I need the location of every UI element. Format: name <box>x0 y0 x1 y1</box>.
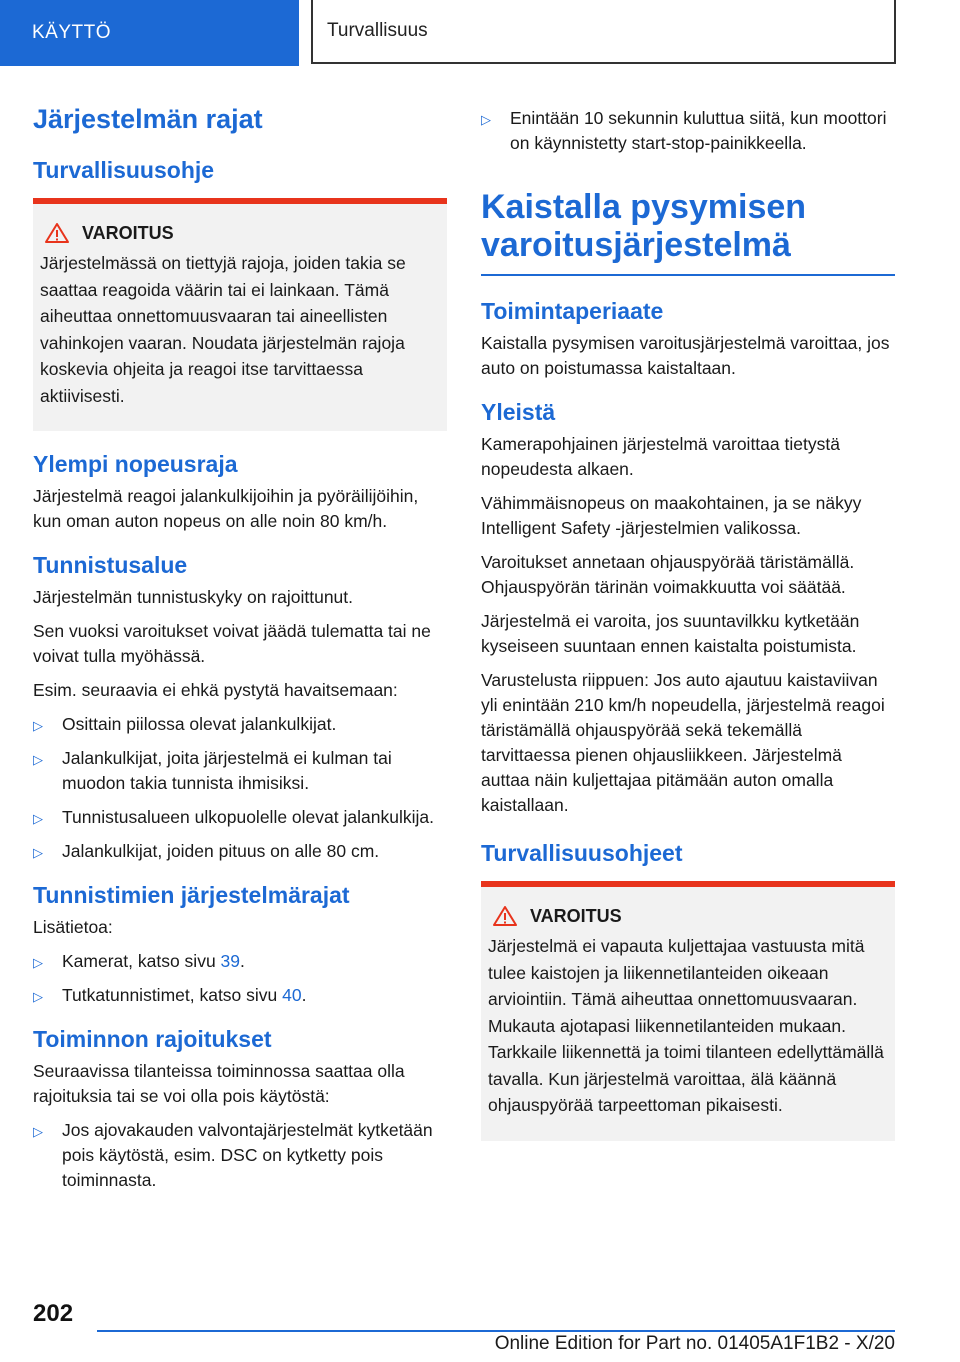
general-p1: Kamerapohjainen järjestelmä varoittaa tietystä nopeudesta alkaen. <box>481 434 840 479</box>
speed-text: Järjestelmä reagoi jalankulkijoihin ja pyöräilijöihin, kun oman auton nopeus on alle noin 80 km/h. <box>33 486 419 531</box>
sensor-heading: Tunnistimien järjestelmärajat <box>33 882 350 908</box>
page-header <box>0 0 960 66</box>
warning-label: VAROITUS <box>82 222 174 243</box>
warning-title <box>488 905 885 927</box>
warning-triangle-icon <box>492 905 518 927</box>
principle-text: Kaistalla pysymisen varoitusjärjestelmä varoittaa, jos auto on poistumassa kaistaltaan. <box>481 333 890 378</box>
page-link-40[interactable]: 40 <box>282 985 302 1005</box>
triangle-right-icon: ▷ <box>33 752 43 767</box>
detection-list <box>33 712 447 864</box>
warning-text: Järjestelmä ei vapauta kuljettajaa vastuusta mitä tulee kaistojen ja liikennetilanteiden oikeaan arviointiin. Tämä aiheuttaa onnettomuusvaaran. Mukauta ajotapasi liikennetilanteiden mukaan. Tarkkaile liikennettä ja toimi tilanteen edellyttämällä tavalla. Kun järjestelmä varoittaa, älä käännä ohjauspyörää tarpeettoman pikaisesti. <box>488 936 884 1115</box>
warning-box-right <box>481 881 895 1141</box>
list-item: ▷ Osittain piilossa olevat jalankulkijat. <box>33 712 447 737</box>
detection-p3: Esim. seuraavia ei ehkä pystytä havaitsemaan: <box>33 680 398 700</box>
triangle-right-icon: ▷ <box>481 112 491 127</box>
continued-list <box>481 106 895 156</box>
warning-text: Järjestelmässä on tiettyjä rajoja, joiden takia se saattaa reagoida väärin tai ei lainkaan. Tämä aiheuttaa onnettomuusvaaran tai aineellisten vahinkojen vaaran. Noudata järjestelmän rajoja koskevia ohjeita ja reagoi itse tarvittaessa aktiivisesti. <box>40 253 406 406</box>
page-number: 202 <box>33 1300 74 1327</box>
warning-triangle-icon <box>44 222 70 244</box>
triangle-right-icon: ▷ <box>33 845 43 860</box>
general-p2: Vähimmäisnopeus on maakohtainen, ja se näkyy Intelligent Safety -järjestelmien valikossa. <box>481 493 862 538</box>
warning-title <box>40 222 437 244</box>
warning-label: VAROITUS <box>530 905 622 926</box>
list-item: ▷ Tunnistusalueen ulkopuolelle olevat jalankulkija. <box>33 805 447 830</box>
function-text: Seuraavissa tilanteissa toiminnossa saattaa olla rajoituksia tai se voi olla pois käytöstä: <box>33 1061 405 1106</box>
list-item: ▷ Enintään 10 sekunnin kuluttua siitä, kun moottori on käynnistetty start-stop-painikkeella. <box>481 108 887 153</box>
speed-heading: Ylempi nopeusraja <box>33 451 238 477</box>
general-p5: Varustelusta riippuen: Jos auto ajautuu kaistaviivan yli enintään 210 km/h nopeudella, järjestelmä reagoi täristämällä ohjauspyörää sekä tekemällä tarvittaessa pienen ohjausliikkeen. Järjestelmä auttaa näin kuljettajaa pitämään auton omalla kaistallaan. <box>481 670 885 815</box>
function-list <box>33 1118 447 1193</box>
list-item: ▷ Tutkatunnistimet, katso sivu 40. <box>33 983 447 1008</box>
safety-heading: Turvallisuusohje <box>33 157 215 183</box>
list-item: ▷ Jalankulkijat, joita järjestelmä ei kulman tai muodon takia tunnista ihmisiksi. <box>33 748 392 793</box>
function-heading: Toiminnon rajoitukset <box>33 1026 272 1052</box>
detection-p2: Sen vuoksi varoitukset voivat jäädä tulematta tai ne voivat tulla myöhässä. <box>33 621 431 666</box>
right-column <box>481 96 895 1161</box>
general-p3: Varoitukset annetaan ohjauspyörää täristämällä. Ohjauspyörän tärinän voimakkuutta voi säätää. <box>481 552 855 597</box>
page-link-39[interactable]: 39 <box>220 951 241 971</box>
list-item: ▷ Jalankulkijat, joiden pituus on alle 80 cm. <box>33 839 447 864</box>
principle-heading: Toimintaperiaate <box>481 298 664 324</box>
triangle-right-icon: ▷ <box>33 955 43 970</box>
triangle-right-icon: ▷ <box>33 1124 43 1139</box>
footer-edition: Online Edition for Part no. 01405A1F1B2 - X/20 <box>494 1333 895 1354</box>
general-p4: Järjestelmä ei varoita, jos suuntavilkku kytketään kyseiseen suuntaan ennen kaistalta poistumista. <box>481 611 860 656</box>
sensor-list <box>33 949 447 1008</box>
section-title: Järjestelmän rajat <box>33 104 263 134</box>
chapter-label: Turvallisuus <box>311 0 896 64</box>
safety-heading-right: Turvallisuusohjeet <box>481 840 683 866</box>
warning-box <box>33 198 447 431</box>
triangle-right-icon: ▷ <box>33 811 43 826</box>
general-heading: Yleistä <box>481 399 556 425</box>
left-column <box>33 96 447 1202</box>
section-title-lane: Kaistalla pysymisen varoitusjärjestelmä <box>481 188 895 276</box>
list-item: ▷ Jos ajovakauden valvontajärjestelmät kytketään pois käytöstä, esim. DSC on kytketty pois toiminnasta. <box>33 1120 433 1190</box>
footer-divider <box>97 1330 895 1332</box>
detection-p1: Järjestelmän tunnistuskyky on rajoittunut. <box>33 587 354 607</box>
sensor-intro: Lisätietoa: <box>33 917 113 937</box>
detection-heading: Tunnistusalue <box>33 552 188 578</box>
triangle-right-icon: ▷ <box>33 718 43 733</box>
list-item: ▷ Kamerat, katso sivu 39. <box>33 949 447 974</box>
triangle-right-icon: ▷ <box>33 989 43 1004</box>
section-label: KÄYTTÖ <box>0 0 299 66</box>
